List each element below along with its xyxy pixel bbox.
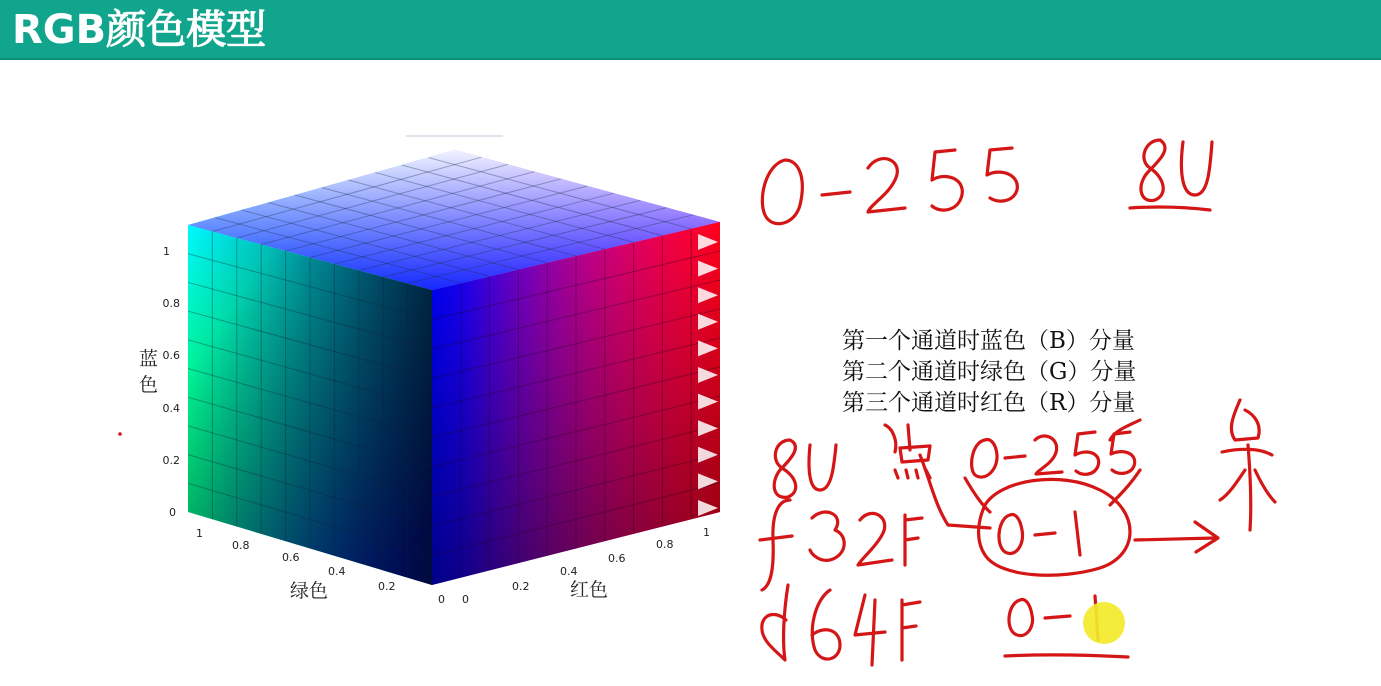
blue-tick: 0.4 [162, 402, 180, 415]
red-tick: 0.2 [512, 580, 530, 593]
blue-tick: 1 [163, 245, 170, 258]
blue-axis-label: 色 [139, 374, 159, 396]
channel-caption-block [842, 326, 1242, 419]
green-tick: 0 [438, 593, 445, 606]
slide-title-bar [0, 0, 1381, 60]
red-tick: 0.4 [560, 565, 578, 578]
red-tick: 0.6 [608, 552, 626, 565]
blue-tick: 0.6 [162, 349, 180, 362]
red-tick: 0 [462, 593, 469, 606]
blue-tick: 0.8 [162, 297, 180, 310]
blue-axis-label: 蓝 [139, 348, 159, 370]
green-axis-label: 绿色 [290, 580, 329, 602]
red-tick: 1 [703, 526, 710, 539]
green-tick: 0.4 [328, 565, 346, 578]
green-tick: 1 [196, 527, 203, 540]
caption-line-blue: 第一个通道时蓝色（B）分量 [842, 328, 1135, 354]
blue-tick: 0.2 [162, 454, 180, 467]
blue-tick: 0 [169, 506, 176, 519]
red-axis-label: 红色 [570, 579, 609, 601]
blue-axis [139, 245, 180, 519]
slide-title: RGB颜色模型 [12, 7, 267, 53]
green-tick: 0.2 [378, 580, 396, 593]
red-tick: 0.8 [656, 538, 674, 551]
caption-line-red: 第三个通道时红色（R）分量 [842, 390, 1136, 416]
green-tick: 0.8 [232, 539, 250, 552]
caption-line-green: 第二个通道时绿色（G）分量 [842, 359, 1137, 385]
pointer-highlight [1083, 602, 1125, 644]
green-tick: 0.6 [282, 551, 300, 564]
